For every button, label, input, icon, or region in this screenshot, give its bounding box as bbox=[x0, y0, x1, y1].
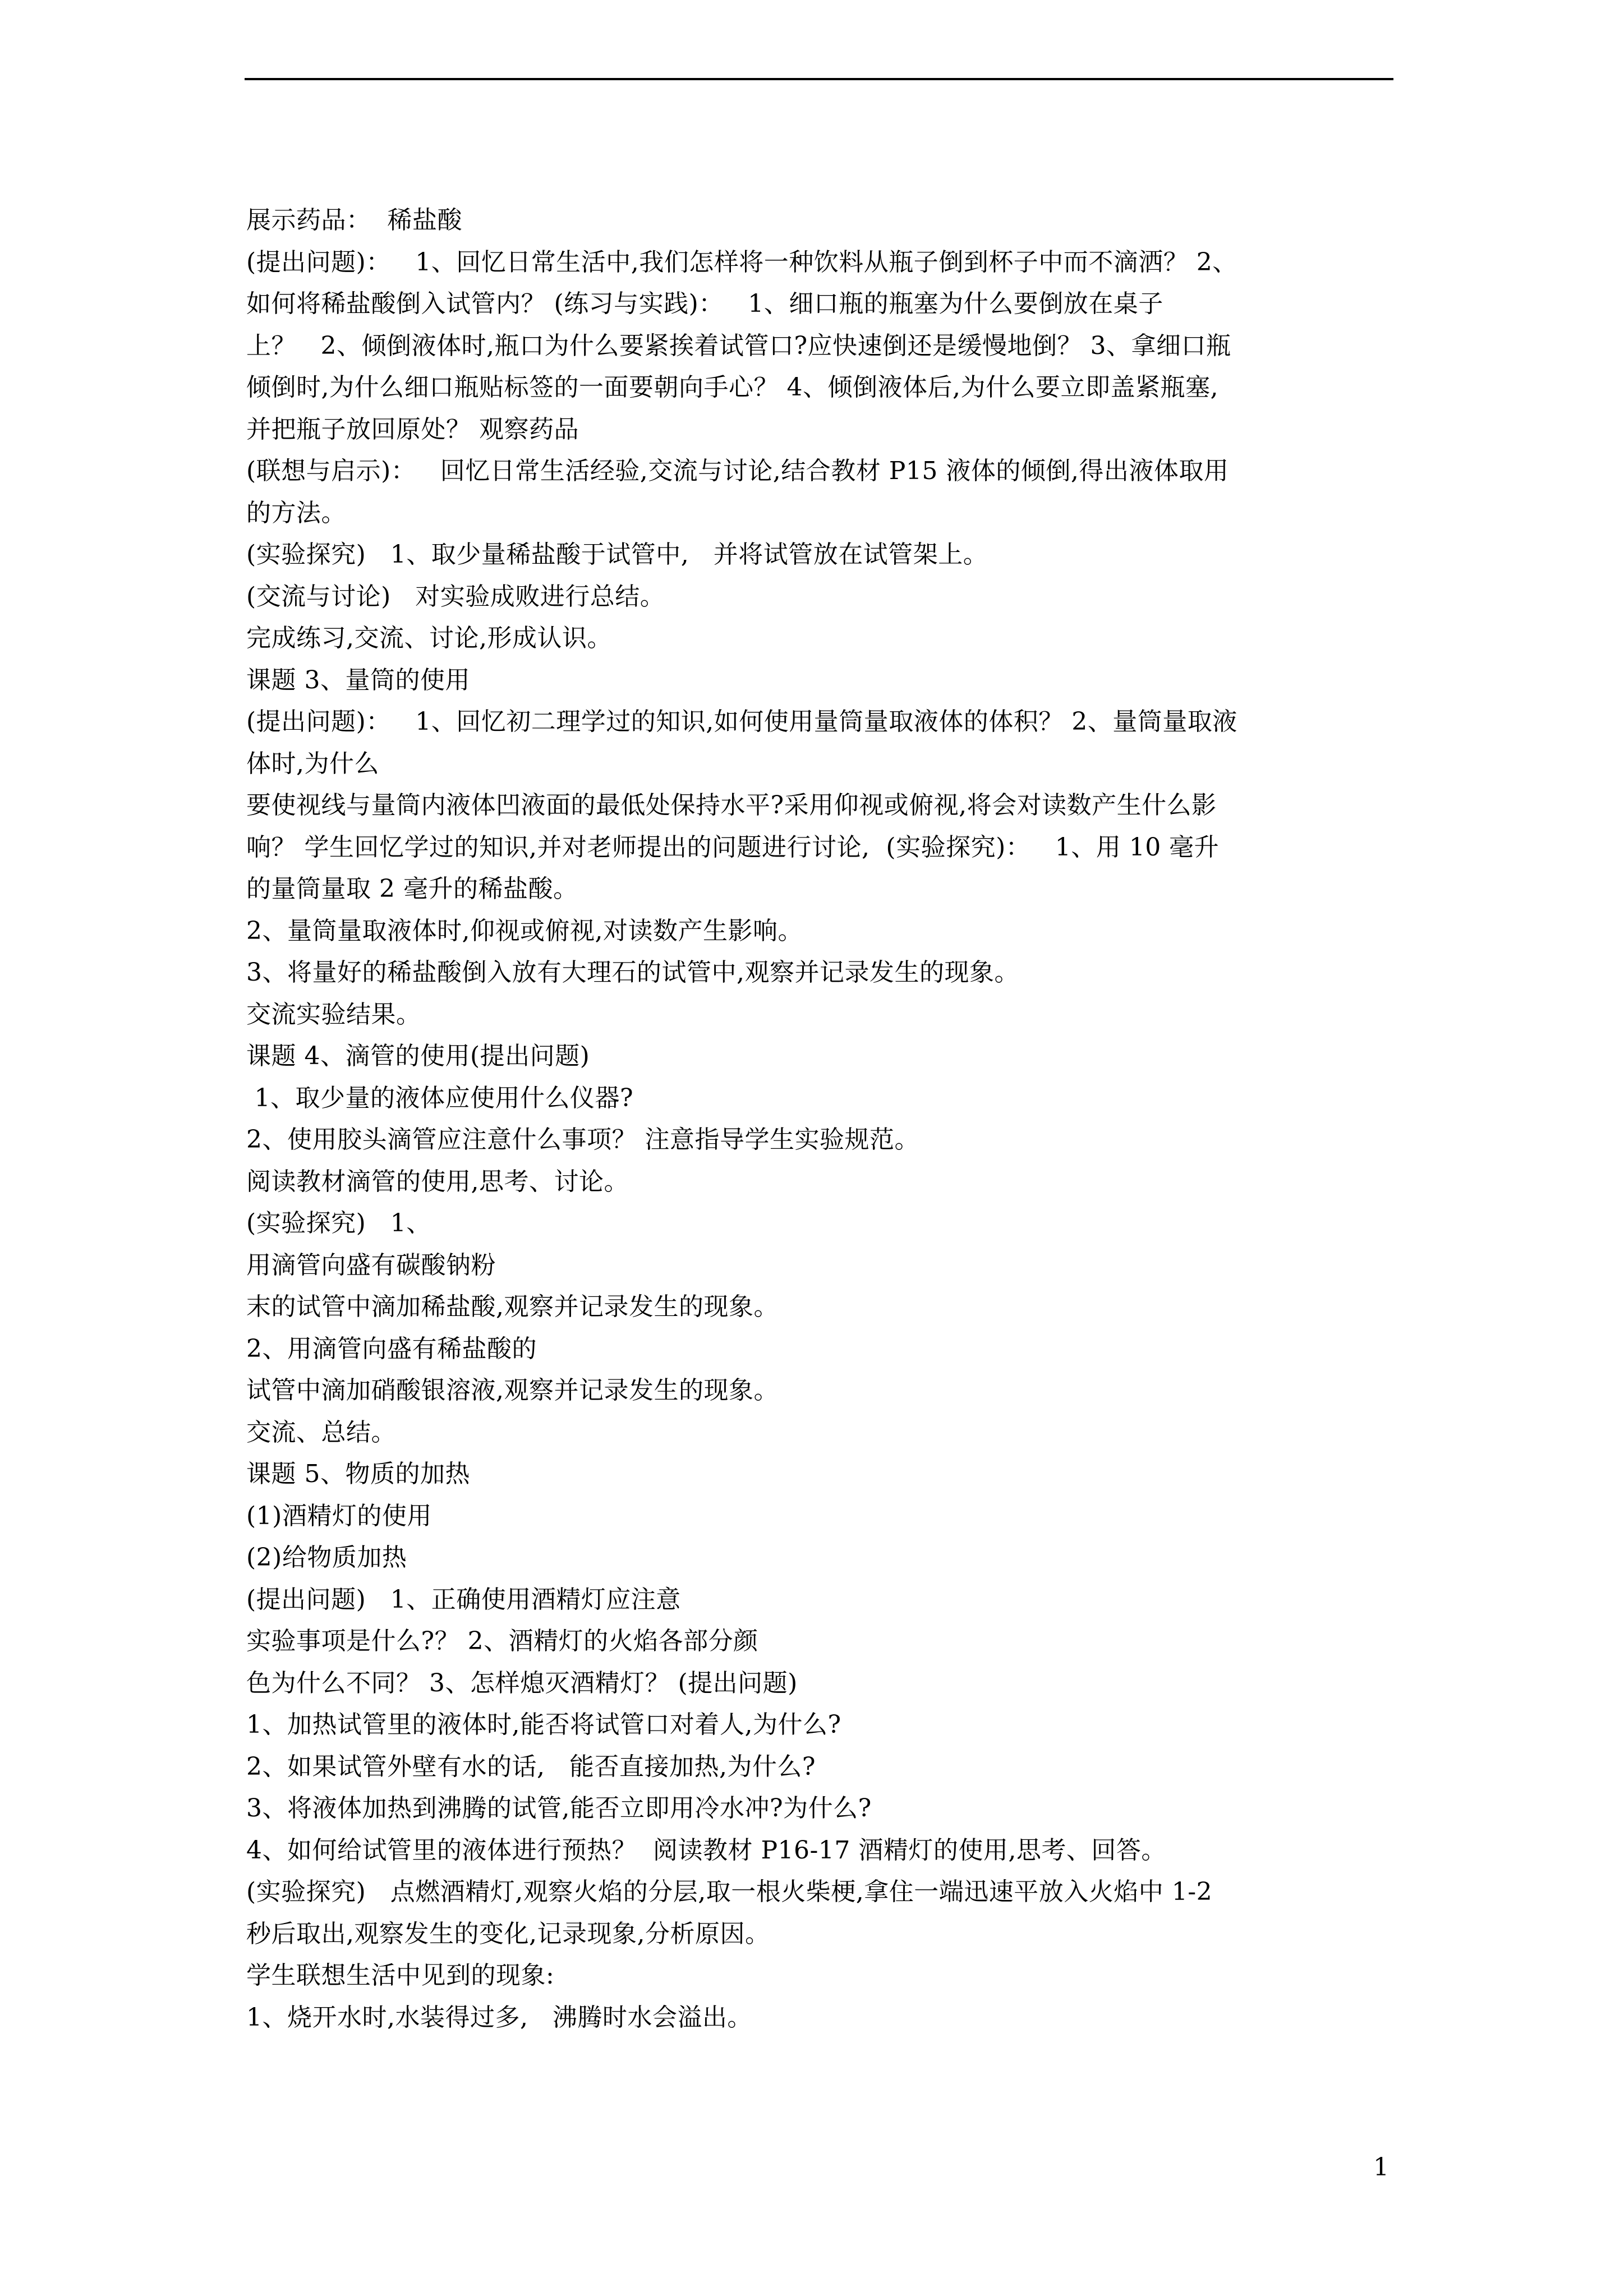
text-line: (2)给物质加热 bbox=[246, 1543, 407, 1572]
section-heading: 课题 4、滴管的使用(提出问题) bbox=[246, 1042, 590, 1070]
text-line: 的方法。 bbox=[246, 498, 346, 527]
text-line: 1、加热试管里的液体时,能否将试管口对着人,为什么? bbox=[246, 1710, 841, 1739]
text-line: 倾倒时,为什么细口瓶贴标签的一面要朝向手心？ 4、倾倒液体后,为什么要立即盖紧瓶塞, bbox=[246, 373, 1218, 402]
text-line: 展示药品： 稀盐酸 bbox=[246, 206, 462, 234]
text-line: 的量筒量取 2 毫升的稀盐酸。 bbox=[246, 875, 578, 903]
page-number: 1 bbox=[1373, 2153, 1389, 2182]
text-line: 并把瓶子放回原处？ 观察药品 bbox=[246, 415, 579, 444]
text-line: (实验探究) 1、取少量稀盐酸于试管中, 并将试管放在试管架上。 bbox=[246, 540, 988, 569]
text-line: 响？ 学生回忆学过的知识,并对老师提出的问题进行讨论, (实验探究)： 1、用 10 毫升 bbox=[246, 832, 1220, 862]
text-line: 3、将液体加热到沸腾的试管,能否立即用冷水冲?为什么? bbox=[246, 1794, 872, 1823]
text-line: 2、如果试管外壁有水的话, 能否直接加热,为什么? bbox=[246, 1752, 816, 1781]
text-line: 阅读教材滴管的使用,思考、讨论。 bbox=[246, 1167, 629, 1196]
section-heading: 课题 3、量筒的使用 bbox=[246, 665, 470, 694]
text-line: (提出问题) 1、正确使用酒精灯应注意 bbox=[246, 1585, 681, 1614]
text-line: 3、将量好的稀盐酸倒入放有大理石的试管中,观察并记录发生的现象。 bbox=[246, 958, 1019, 987]
text-line: (提出问题)： 1、回忆日常生活中,我们怎样将一种饮料从瓶子倒到杯子中而不滴洒？ 2、 bbox=[246, 247, 1237, 277]
text-line: (实验探究) 点燃酒精灯,观察火焰的分层,取一根火柴梗,拿住一端迅速平放入火焰中 1-2 bbox=[246, 1878, 1213, 1906]
document-body bbox=[246, 200, 1402, 2039]
text-line: (实验探究) 1、 bbox=[246, 1209, 431, 1237]
text-line: 2、量筒量取液体时,仰视或俯视,对读数产生影响。 bbox=[246, 916, 803, 945]
text-line: 1、烧开水时,水装得过多, 沸腾时水会溢出。 bbox=[246, 2003, 752, 2032]
text-line: 体时,为什么 bbox=[246, 749, 379, 778]
text-line: 实验事项是什么?？ 2、酒精灯的火焰各部分颜 bbox=[246, 1627, 758, 1655]
text-line: 完成练习,交流、讨论,形成认识。 bbox=[246, 624, 612, 652]
text-line: 末的试管中滴加稀盐酸,观察并记录发生的现象。 bbox=[246, 1292, 779, 1321]
text-line: 色为什么不同？ 3、怎样熄灭酒精灯？ (提出问题) bbox=[246, 1668, 798, 1697]
text-line: 试管中滴加硝酸银溶液,观察并记录发生的现象。 bbox=[246, 1376, 779, 1405]
text-line: (交流与讨论) 对实验成败进行总结。 bbox=[246, 582, 665, 611]
text-line: (1)酒精灯的使用 bbox=[246, 1501, 432, 1530]
text-line: 上？ 2、倾倒液体时,瓶口为什么要紧挨着试管口?应快速倒还是缓慢地倒？ 3、拿细口瓶 bbox=[246, 331, 1231, 360]
text-line: 交流实验结果。 bbox=[246, 1000, 421, 1029]
text-line: 1、取少量的液体应使用什么仪器? bbox=[246, 1083, 634, 1112]
text-line: 学生联想生活中见到的现象: bbox=[246, 1961, 555, 1990]
text-line: 秒后取出,观察发生的变化,记录现象,分析原因。 bbox=[246, 1919, 770, 1948]
header-rule bbox=[245, 78, 1393, 80]
text-line: 2、用滴管向盛有稀盐酸的 bbox=[246, 1334, 537, 1363]
text-line: (联想与启示)： 回忆日常生活经验,交流与讨论,结合教材 P15 液体的倾倒,得出液体取用 bbox=[246, 457, 1229, 485]
text-line: 用滴管向盛有碳酸钠粉 bbox=[246, 1250, 496, 1280]
section-heading: 课题 5、物质的加热 bbox=[246, 1460, 470, 1488]
text-line: 4、如何给试管里的液体进行预热？ 阅读教材 P16-17 酒精灯的使用,思考、回答。 bbox=[246, 1835, 1166, 1865]
text-line: 2、使用胶头滴管应注意什么事项？ 注意指导学生实验规范。 bbox=[246, 1125, 919, 1154]
text-line: 要使视线与量筒内液体凹液面的最低处保持水平?采用仰视或俯视,将会对读数产生什么影 bbox=[246, 791, 1217, 820]
text-line: (提出问题)： 1、回忆初二理学过的知识,如何使用量筒量取液体的体积？ 2、量筒量取液 bbox=[246, 707, 1237, 736]
text-line: 交流、总结。 bbox=[246, 1418, 396, 1447]
text-line: 如何将稀盐酸倒入试管内？ (练习与实践)： 1、细口瓶的瓶塞为什么要倒放在桌子 bbox=[246, 289, 1163, 318]
